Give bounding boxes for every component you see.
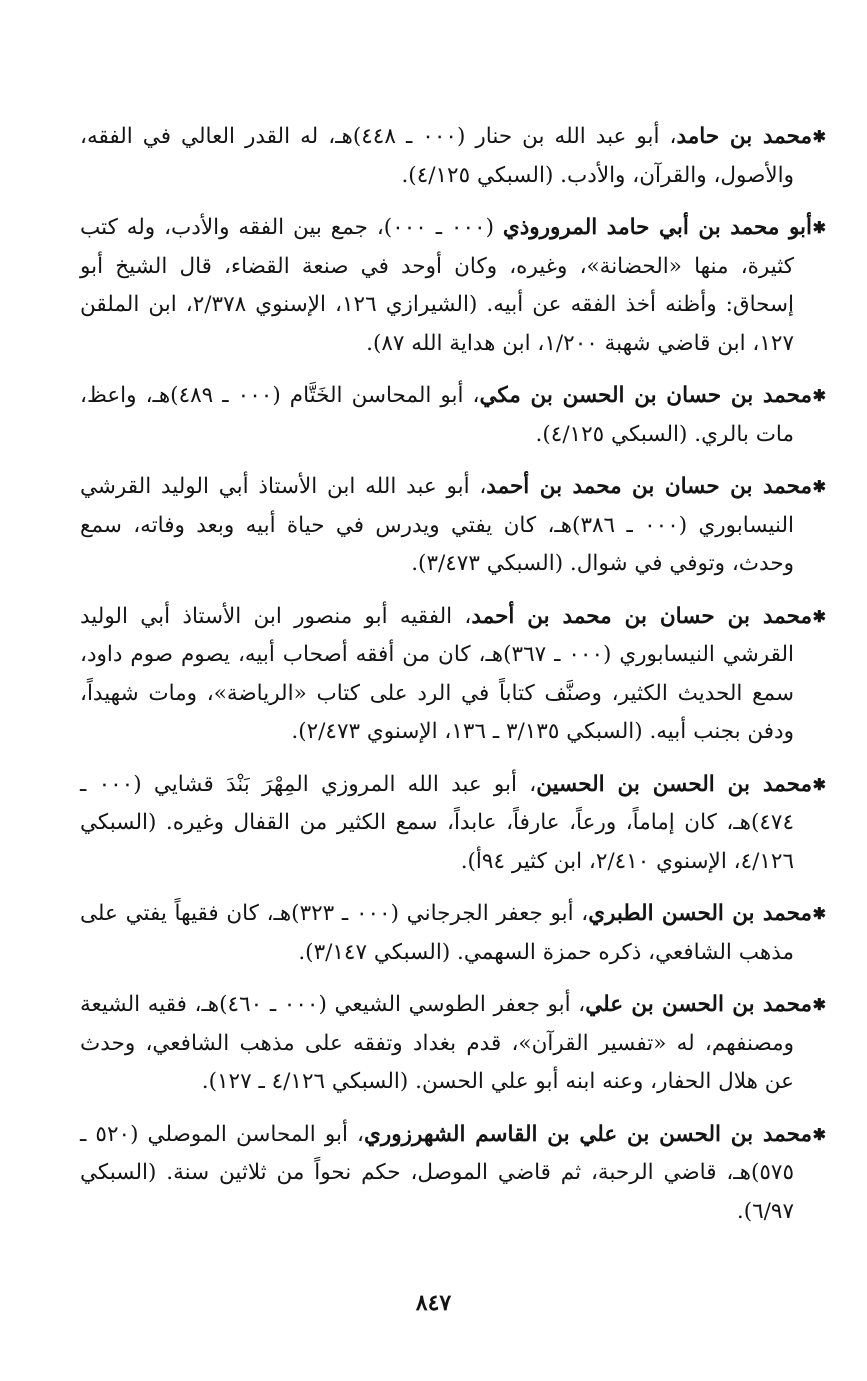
entry-marker-icon: ✱ [812,127,826,146]
entry-name: أبو محمد بن أبي حامد المروروذي [502,215,813,240]
entry-marker-icon: ✱ [812,386,826,405]
entry-7 [80,895,826,972]
page-number [0,1290,867,1316]
entry-4 [80,468,826,584]
entry-name: محمد بن الحسن بن علي بن القاسم الشهرزوري [364,1121,812,1147]
entry-text: ، أبو عبد الله ابن الأستاذ أبي الوليد القرشي النيسابوري (٠٠٠ ـ ٣٨٦)هـ، كان يفتي ويدرس في حياة أبيه وبعد وفاته، سمع وحدث، وتوفي في شوال. (السبكي ٣/٤٧٣). [80,474,795,576]
entry-name: محمد بن حامد [676,124,813,149]
entry-text: ، الفقيه أبو منصور ابن الأستاذ أبي الوليد القرشي النيسابوري (٠٠٠ ـ ٣٦٧)هـ، كان من أفقه أصحاب أبيه، يصوم صوم داود، سمع الحديث الكثير، وصنَّف كتاباً في الرد على كتاب «الرياضة»، ومات شهيداً، ودفن بجنب أبيه. (السبكي ٣/١٣٥ ـ ١٣٦، الإسنوي ٢/٤٧٣). [80,603,794,744]
entry-marker-icon: ✱ [812,774,826,794]
entry-marker-icon: ✱ [812,1124,826,1144]
entry-marker-icon: ✱ [812,218,826,237]
entry-9 [80,1116,826,1232]
entry-name: محمد بن الحسن بن الحسين [536,771,813,797]
entry-name: محمد بن الحسن الطبري [588,901,813,926]
entry-text: ، أبو المحاسن الخَتَّام (٠٠٠ ـ ٤٨٩)هـ، واعظ، مات بالري. (السبكي ٤/١٢٥). [80,383,794,447]
entry-name: محمد بن حسان بن محمد بن أحمد [471,603,812,629]
entry-text: ، أبو عبد الله بن حنار (٠٠٠ ـ ٤٤٨)هـ، له القدر العالي في الفقه، والأصول، والقرآن، والأدب. (السبكي ٤/١٢٥). [80,124,794,188]
page-number-text: ٨٤٧ [415,1290,452,1316]
entry-name: محمد بن الحسن بن علي [585,992,813,1017]
entry-8 [80,986,826,1102]
entry-marker-icon: ✱ [812,477,826,496]
entry-text: ، أبو المحاسن الموصلي (٥٢٠ ـ ٥٧٥)هـ، قاضي الرحبة، ثم قاضي الموصل، حكم نحواً من ثلاثين سنة. (السبكي ٦/٩٧). [80,1121,794,1224]
entry-marker-icon: ✱ [812,904,826,923]
entry-name: محمد بن حسان بن الحسن بن مكي [479,383,813,408]
entry-1 [80,118,826,195]
entry-text: ، أبو عبد الله المروزي المِهْرَ بَنْدَ قشايي (٠٠٠ ـ ٤٧٤)هـ، كان إماماً، ورعاً، عارفاً، عابداً، سمع الكثير من القفال وغيره. (السبكي ٤/١٢٦، الإسنوي ٢/٤١٠، ابن كثير ٩٤أ). [80,771,794,874]
entry-text: ، أبو جعفر الطوسي الشيعي (٠٠٠ ـ ٤٦٠)هـ، فقيه الشيعة ومصنفهم، له «تفسير القرآن»، قدم بغداد وتفقه على مذهب الشافعي، وحدث عن هلال الحفار، وعنه ابنه أبو علي الحسن. (السبكي ٤/١٢٦ ـ ١٢٧). [80,992,794,1094]
entry-name: محمد بن حسان بن محمد بن أحمد [486,474,812,499]
entry-3 [80,377,826,454]
entry-2 [80,209,826,363]
entry-text: (٠٠٠ ـ ٠٠٠)، جمع بين الفقه والأدب، وله كتب كثيرة، منها «الحضانة»، وغيره، وكان أوحد في صنعة القضاء، قال الشيخ أبو إسحاق: وأظنه أخذ الفقه عن أبيه. (الشيرازي ١٢٦، الإسنوي ٢/٣٧٨، ابن الملقن ١٢٧، ابن قاضي شهبة ١/٢٠٠، ابن هداية الله ٨٧). [80,215,794,356]
entry-5 [80,598,826,752]
entry-marker-icon: ✱ [812,995,826,1014]
entry-text: ، أبو جعفر الجرجاني (٠٠٠ ـ ٣٢٣)هـ، كان فقيهاً يفتي على مذهب الشافعي، ذكره حمزة السهمي. (السبكي ٣/١٤٧). [80,901,794,965]
page-body [80,118,826,1245]
entry-marker-icon: ✱ [812,606,826,626]
entry-6 [80,766,826,882]
